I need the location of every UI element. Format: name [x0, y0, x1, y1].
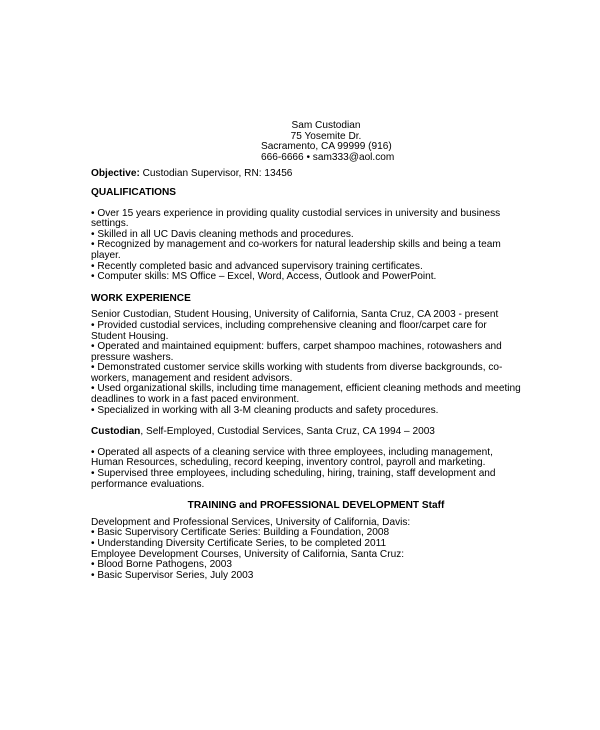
duty-item: • Provided custodial services, including comprehensive cleaning and floor/carpet care for Student Housing.	[91, 319, 487, 342]
training-line: • Basic Supervisor Series, July 2003	[91, 569, 254, 581]
objective-label: Objective:	[91, 168, 140, 180]
contact-line: 666-6666 • sam333@aol.com	[261, 151, 395, 163]
duty-item: • Operated all aspects of a cleaning service with three employees, including management, Human Resources, scheduling, record keeping, inventory control, payroll and marketing.	[91, 446, 493, 469]
qualification-item: • Recently completed basic and advanced supervisory training certificates.	[91, 260, 423, 272]
training-line: Employee Development Courses, University of California, Santa Cruz:	[91, 548, 405, 560]
job-1-title: Senior Custodian, Student Housing, University of California, Santa Cruz, CA 2003 - present	[91, 309, 499, 321]
applicant-name: Sam Custodian	[291, 120, 361, 131]
training-line: • Blood Borne Pathogens, 2003	[91, 559, 233, 571]
address-line-1: 75 Yosemite Dr.	[290, 130, 362, 142]
training-line: • Understanding Diversity Certificate Series, to be completed 2011	[91, 538, 387, 549]
training-line: • Basic Supervisory Certificate Series: Building a Foundation, 2008	[91, 527, 390, 539]
job-2-title-rest: , Self-Employed, Custodial Services, Santa Cruz, CA 1994 – 2003	[140, 426, 435, 438]
objective-line	[91, 169, 521, 180]
duty-item: • Demonstrated customer service skills working with students from diverse backgrounds, co-workers, management and resident advisors.	[91, 362, 503, 384]
qualification-item: • Over 15 years experience in providing quality custodial services in university and business settings.	[91, 207, 501, 230]
job-2-title	[91, 427, 521, 438]
qualifications-heading: QUALIFICATIONS	[91, 186, 177, 198]
qualification-item: • Computer skills: MS Office – Excel, Word, Access, Outlook and PowerPoint.	[91, 271, 437, 283]
duty-item: • Used organizational skills, including time management, efficient cleaning methods and meeting deadlines to work in a fast paced environment.	[91, 383, 521, 406]
resume-document	[91, 121, 521, 581]
duty-item: • Supervised three employees, including scheduling, hiring, training, staff development and performance evaluations.	[91, 468, 496, 490]
job-2-title-bold: Custodian	[91, 426, 141, 438]
duty-item: • Specialized in working with all 3-M cleaning products and safety procedures.	[91, 404, 439, 416]
work-experience-heading: WORK EXPERIENCE	[91, 292, 191, 304]
training-heading: TRAINING and PROFESSIONAL DEVELOPMENT Staff	[187, 500, 445, 512]
resume-header	[261, 120, 395, 163]
training-line: Development and Professional Services, University of California, Davis:	[91, 516, 411, 528]
duty-item: • Operated and maintained equipment: buffers, carpet shampoo machines, rotowashers and pressure washers.	[91, 341, 502, 363]
job-2-duties	[91, 448, 521, 490]
objective-text: Custodian Supervisor, RN: 13456	[139, 168, 293, 180]
qualification-item: • Skilled in all UC Davis cleaning methods and procedures.	[91, 228, 354, 240]
qualification-item: • Recognized by management and co-workers for natural leadership skills and being a team player.	[91, 239, 501, 261]
job-1-duties	[91, 321, 521, 416]
training-list	[91, 518, 521, 582]
address-line-2: Sacramento, CA 99999 (916)	[261, 141, 392, 153]
qualifications-list	[91, 209, 521, 283]
